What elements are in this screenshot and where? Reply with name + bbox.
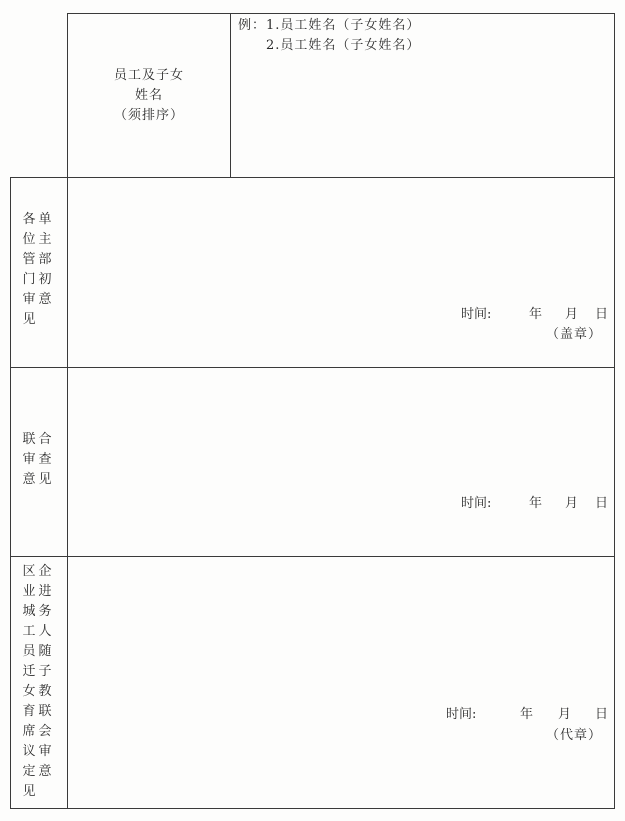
district-review-date	[446, 706, 611, 724]
district-label-char: 业	[22, 584, 36, 599]
row-divider-1	[10, 177, 615, 178]
top-border	[67, 13, 615, 14]
example-line-1: 例：1.员工姓名（子女姓名）	[238, 18, 421, 33]
district-label-char: 人	[38, 624, 52, 639]
district-label-char: 育	[22, 704, 36, 719]
left-border	[10, 177, 11, 809]
district-label-char: 进	[38, 584, 52, 599]
unit-label-char: 单	[38, 212, 52, 227]
district-label-char: 工	[22, 624, 36, 639]
unit-day: 日	[595, 307, 609, 322]
district-label-char: 会	[38, 724, 52, 739]
district-label-char: 女	[22, 684, 36, 699]
joint-review-date	[461, 495, 611, 513]
joint-label-char: 查	[38, 452, 52, 467]
joint-label-char: 意	[22, 472, 36, 487]
joint-month: 月	[565, 496, 579, 511]
district-label-char: 企	[38, 564, 52, 579]
unit-label-char: 见	[22, 312, 36, 327]
district-seal-note: （代章）	[546, 728, 603, 743]
district-month: 月	[558, 707, 572, 722]
joint-review-label	[21, 430, 53, 490]
district-review-label	[21, 562, 53, 802]
unit-review-label	[21, 210, 53, 330]
unit-seal-note: （盖章）	[546, 327, 603, 342]
name-label-line-3: （须排序）	[113, 108, 184, 123]
district-label-char: 席	[22, 724, 36, 739]
unit-month: 月	[565, 307, 579, 322]
unit-label-char: 意	[38, 292, 52, 307]
unit-label-char: 管	[22, 252, 36, 267]
unit-year: 年	[529, 307, 543, 322]
bottom-border	[10, 808, 615, 809]
district-label-char: 随	[38, 644, 52, 659]
district-label-char: 员	[22, 644, 36, 659]
row-divider-3	[10, 556, 615, 557]
inner-left-border	[67, 13, 68, 809]
unit-label-char: 各	[22, 212, 36, 227]
joint-label-char: 联	[22, 432, 36, 447]
example-line-2: 2.员工姓名（子女姓名）	[266, 38, 421, 53]
unit-label-char: 初	[38, 272, 52, 287]
district-label-char: 迁	[22, 664, 36, 679]
name-label-line-2: 姓名	[134, 88, 163, 103]
unit-label-char: 部	[38, 252, 52, 267]
right-border	[614, 13, 615, 809]
unit-time-label: 时间:	[461, 307, 492, 322]
name-label	[70, 66, 228, 126]
district-time-label: 时间:	[446, 707, 477, 722]
joint-label-char: 审	[22, 452, 36, 467]
joint-time-label: 时间:	[461, 496, 492, 511]
unit-label-char: 主	[38, 232, 52, 247]
unit-review-date	[461, 306, 611, 324]
district-day: 日	[595, 707, 609, 722]
district-label-char: 意	[38, 764, 52, 779]
joint-label-char: 见	[38, 472, 52, 487]
district-label-char: 联	[38, 704, 52, 719]
district-label-char: 子	[38, 664, 52, 679]
district-label-char: 见	[22, 784, 36, 799]
unit-label-char: 审	[22, 292, 36, 307]
district-label-char: 区	[22, 564, 36, 579]
row-divider-2	[10, 367, 615, 368]
district-label-char: 审	[38, 744, 52, 759]
district-year: 年	[520, 707, 534, 722]
district-label-char: 教	[38, 684, 52, 699]
joint-label-char: 合	[38, 432, 52, 447]
district-label-char: 定	[22, 764, 36, 779]
name-label-line-1: 员工及子女	[113, 68, 184, 83]
unit-label-char: 位	[22, 232, 36, 247]
joint-year: 年	[529, 496, 543, 511]
district-label-char: 城	[22, 604, 36, 619]
unit-label-char: 门	[22, 272, 36, 287]
district-label-char: 议	[22, 744, 36, 759]
joint-day: 日	[595, 496, 609, 511]
name-example-divider	[230, 13, 231, 177]
district-label-char: 务	[38, 604, 52, 619]
